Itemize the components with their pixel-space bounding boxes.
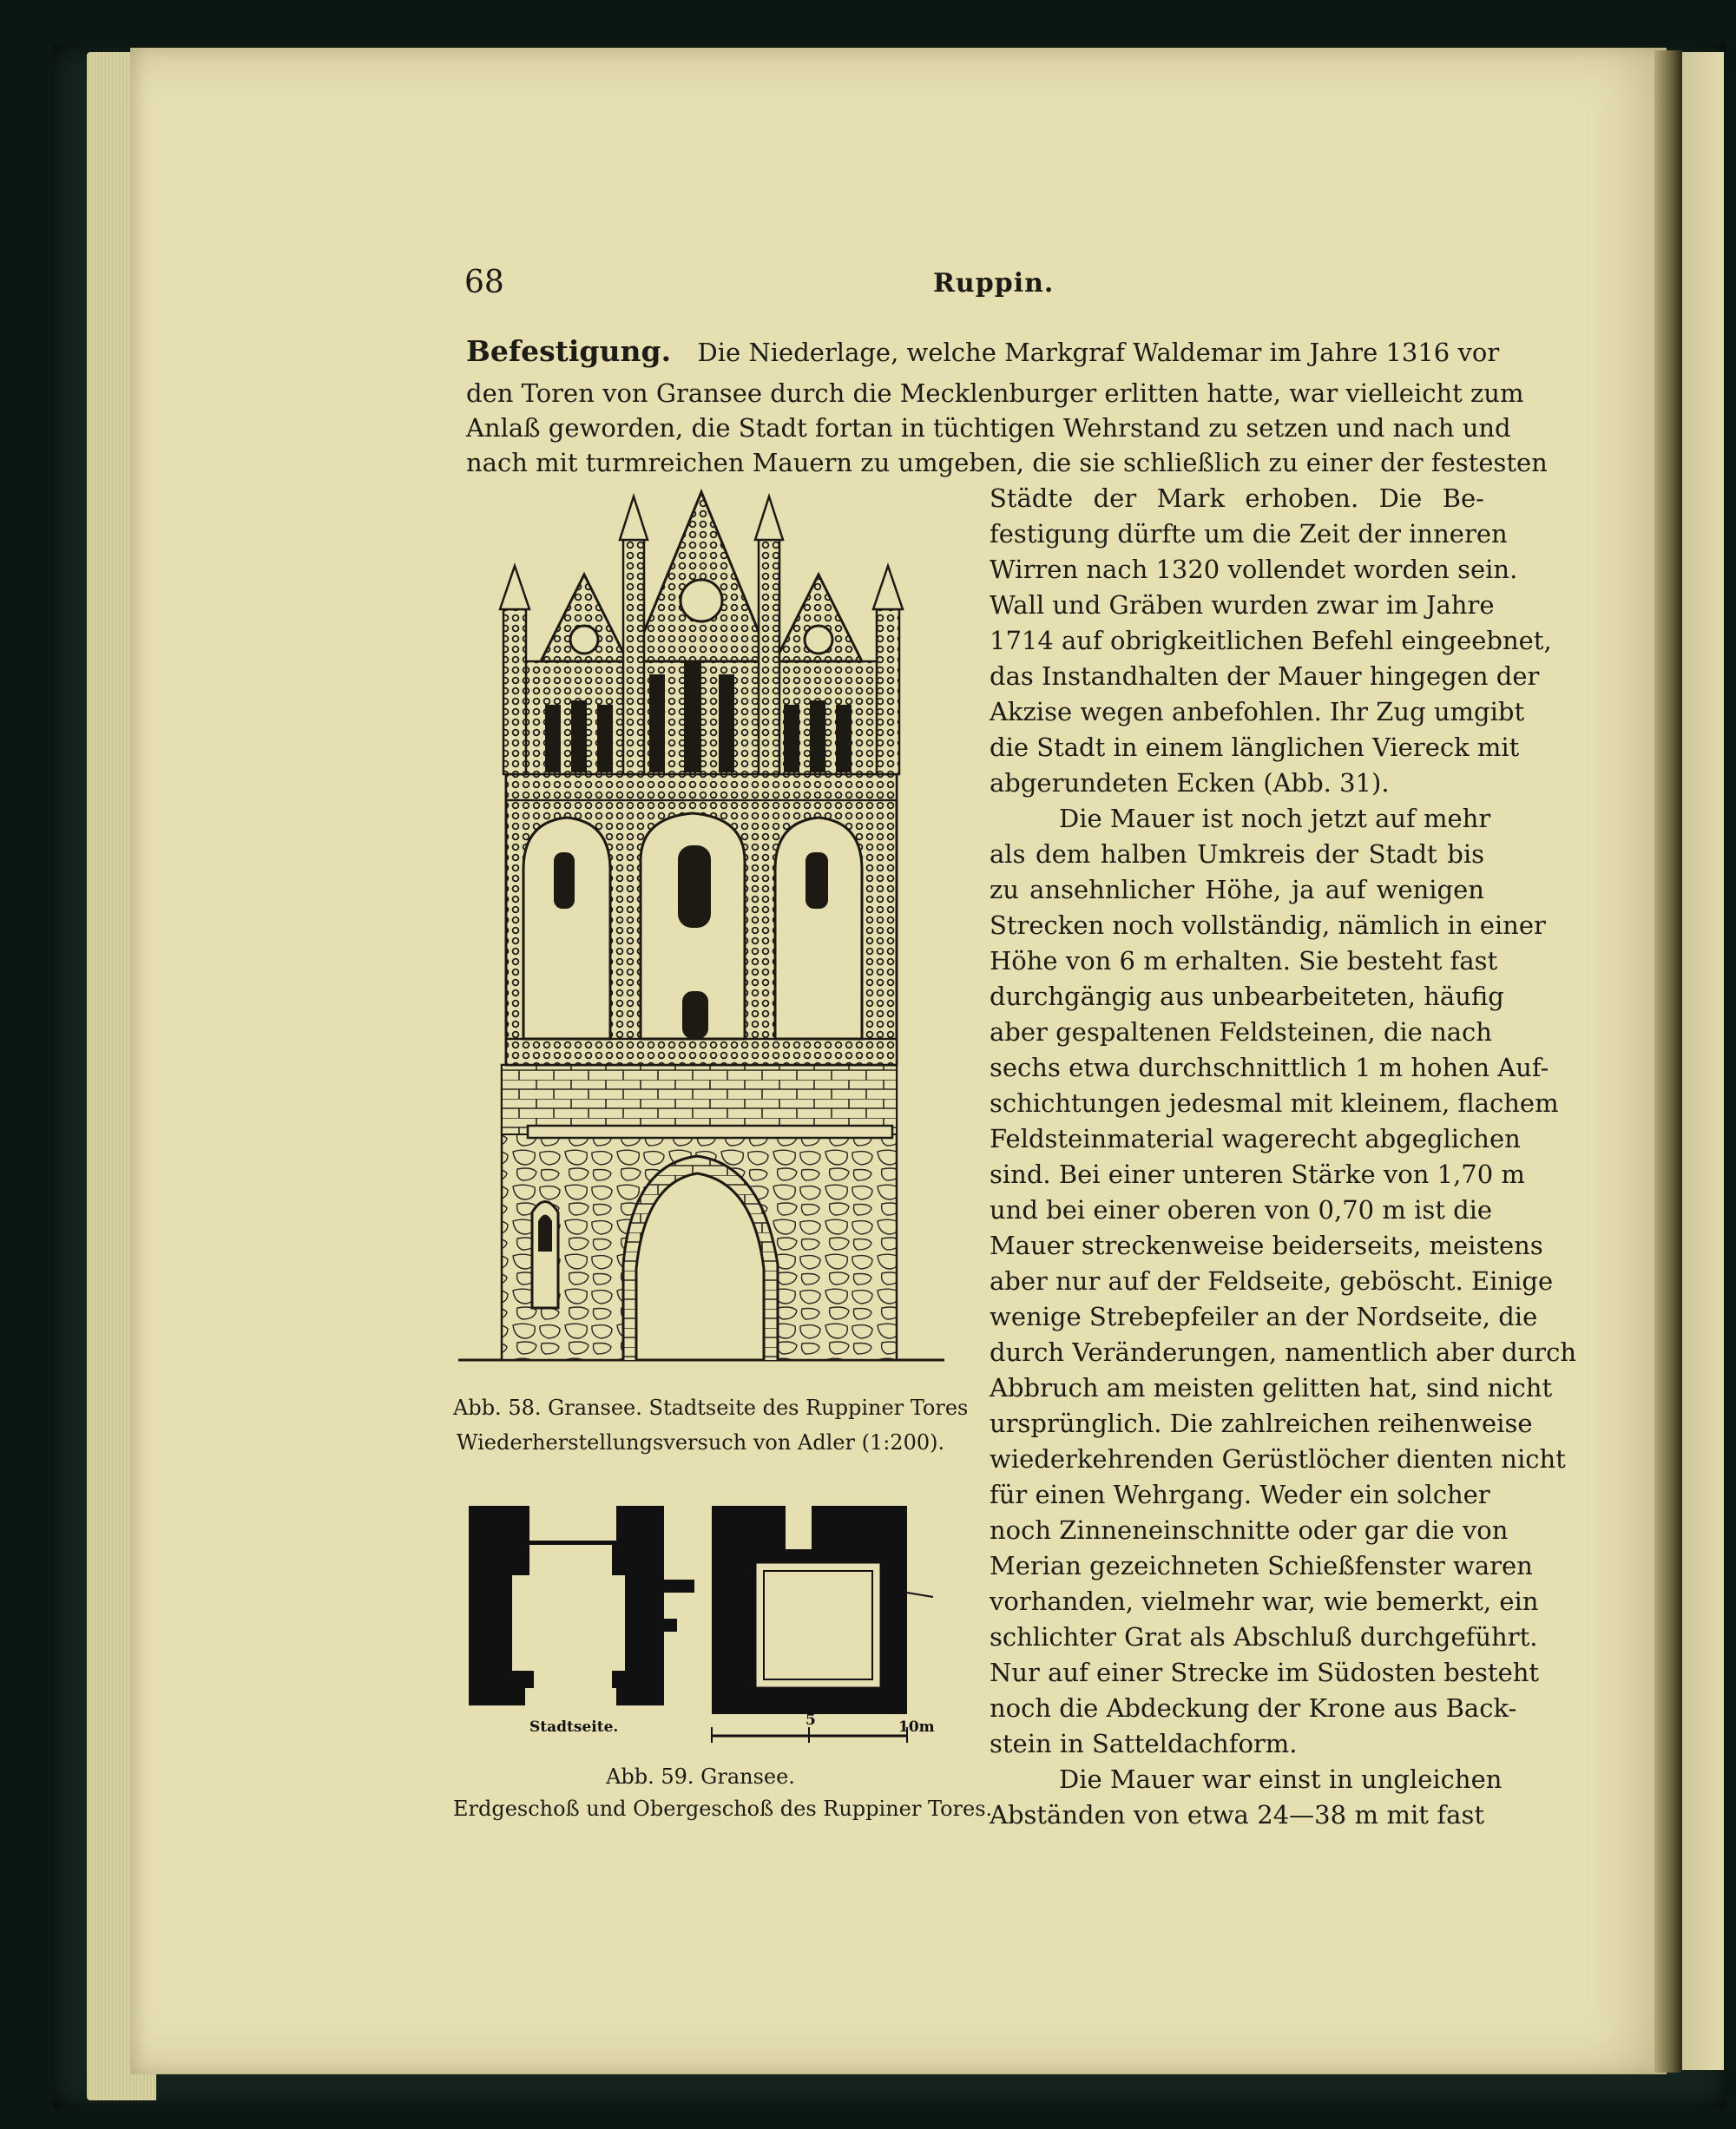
- text-line: ursprünglich. Die zahlreichen reihenweise: [990, 1409, 1533, 1438]
- text-line: stein in Satteldachform.: [990, 1729, 1298, 1758]
- text-line: durchgängig aus unbearbeiteten, häufig: [990, 982, 1504, 1011]
- text-line: Nur auf einer Strecke im Südosten besteht: [990, 1658, 1540, 1687]
- text-line-content: Die Niederlage, welche Markgraf Waldemar im Jahre 1316 vor: [697, 338, 1500, 367]
- text-line: Merian gezeichneten Schießfenster waren: [990, 1551, 1533, 1580]
- text-line: aber nur auf der Feldseite, geböscht. Einige: [990, 1266, 1554, 1296]
- running-head: [464, 265, 1484, 308]
- floor-plan-illustration: [460, 1497, 937, 1758]
- text-line: Wall und Gräben wurden zwar im Jahre: [990, 590, 1495, 620]
- text-line: durch Veränderungen, namentlich aber durch: [990, 1337, 1577, 1367]
- text-line: Wirren nach 1320 vollendet worden sein.: [990, 555, 1518, 584]
- text-line: Die Mauer ist noch jetzt auf mehr: [1059, 804, 1491, 833]
- text-line: sechs etwa durchschnittlich 1 m hohen Auf-: [990, 1053, 1549, 1082]
- text-line: für einen Wehrgang. Weder ein solcher: [990, 1480, 1490, 1509]
- page-number: 68: [464, 265, 504, 300]
- figure-59-caption: Erdgeschoß und Obergeschoß des Ruppiner Tores.: [453, 1797, 993, 1821]
- section-heading: Befestigung.: [466, 334, 672, 368]
- text-line: Strecken noch vollständig, nämlich in einer: [990, 910, 1546, 940]
- text-line: 1714 auf obrigkeitlichen Befehl eingeebnet,: [990, 626, 1552, 655]
- text-line: die Stadt in einem länglichen Viereck mit: [990, 733, 1520, 762]
- text-line: und bei einer oberen von 0,70 m ist die: [990, 1195, 1493, 1225]
- stadtseite-label: Stadtseite.: [529, 1718, 619, 1736]
- figure-58-caption: Wiederherstellungsversuch von Adler (1:200).: [456, 1430, 945, 1455]
- figure-59-caption: Abb. 59. Gransee.: [606, 1764, 795, 1789]
- text-line: Die Mauer war einst in ungleichen: [1059, 1764, 1503, 1794]
- facing-page-edge: [1682, 52, 1724, 2070]
- text-line: noch die Abdeckung der Krone aus Back-: [990, 1693, 1517, 1723]
- text-line: schichtungen jedesmal mit kleinem, flachem: [990, 1088, 1559, 1118]
- text-line: Feldsteinmaterial wagerecht abgeglichen: [990, 1124, 1521, 1153]
- text-line: noch Zinneneinschnitte oder gar die von: [990, 1515, 1509, 1545]
- text-line: Städte der Mark erhoben. Die Be-: [990, 483, 1484, 513]
- running-title: Ruppin.: [933, 268, 1055, 299]
- text-line: Abbruch am meisten gelitten hat, sind nicht: [990, 1373, 1553, 1403]
- text-line: zu ansehnlicher Höhe, ja auf wenigen: [990, 875, 1484, 904]
- text-line: aber gespaltenen Feldsteinen, die nach: [990, 1017, 1492, 1047]
- text-line: wenige Strebepfeiler an der Nordseite, die: [990, 1302, 1538, 1331]
- text-line: Mauer streckenweise beiderseits, meistens: [990, 1231, 1543, 1260]
- text-line: vorhanden, vielmehr war, wie bemerkt, ein: [990, 1587, 1539, 1616]
- scale-end-label: 10m: [898, 1718, 935, 1736]
- text-line: Höhe von 6 m erhalten. Sie besteht fast: [990, 946, 1498, 976]
- gate-elevation-illustration: [458, 488, 944, 1366]
- figure-58-caption: Abb. 58. Gransee. Stadtseite des Ruppiner Tores: [453, 1396, 969, 1420]
- text-line: wiederkehrenden Gerüstlöcher dienten nicht: [990, 1444, 1566, 1474]
- text-line: das Instandhalten der Mauer hingegen der: [990, 661, 1540, 691]
- text-line: nach mit turmreichen Mauern zu umgeben, die sie schließlich zu einer der festesten: [466, 448, 1548, 477]
- scale-mid-label: 5: [806, 1712, 816, 1729]
- text-line: schlichter Grat als Abschluß durchgeführt.: [990, 1622, 1538, 1652]
- text-line: festigung dürfte um die Zeit der inneren: [990, 519, 1508, 549]
- text-line: sind. Bei einer unteren Stärke von 1,70 m: [990, 1160, 1525, 1189]
- text-line: abgerundeten Ecken (Abb. 31).: [990, 768, 1390, 798]
- text-line: Abständen von etwa 24—38 m mit fast: [990, 1800, 1484, 1830]
- text-line: [466, 334, 1500, 369]
- text-line: Anlaß geworden, die Stadt fortan in tüchtigen Wehrstand zu setzen und nach und: [466, 413, 1511, 443]
- text-line: Akzise wegen anbefohlen. Ihr Zug umgibt: [990, 697, 1525, 726]
- book-gutter: [1654, 50, 1682, 2073]
- text-line: den Toren von Gransee durch die Mecklenburger erlitten hatte, war vielleicht zum: [466, 378, 1524, 408]
- text-line: als dem halben Umkreis der Stadt bis: [990, 839, 1484, 869]
